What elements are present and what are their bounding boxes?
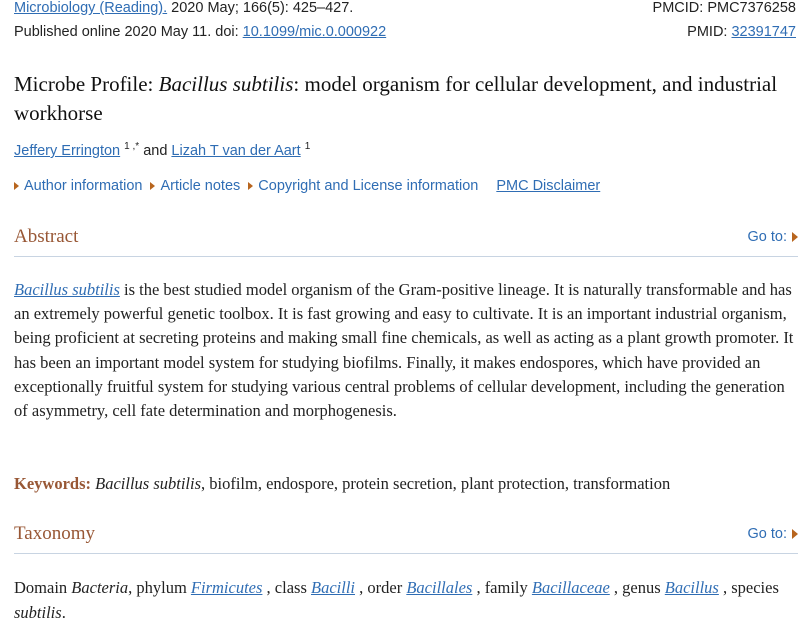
publication-row [14,24,796,40]
author-link[interactable]: Lizah T van der Aart [171,142,301,159]
taxonomy-label: Domain [14,578,72,597]
taxonomy-label: , species [718,578,779,597]
phylum-link[interactable]: Firmicutes [190,578,263,597]
taxonomy-label: , family [472,578,532,597]
pmid-label: PMID: [687,24,732,40]
abstract-header [14,226,798,257]
keywords-label: Keywords: [14,474,91,493]
triangle-right-icon [248,182,253,190]
title-suffix: : model organism for cellular development, and industrial workhorse [14,72,778,125]
pmid-link[interactable]: 32391747 [731,24,796,40]
author-affiliation: 1 ,* [124,141,140,152]
taxonomy-heading: Taxonomy [14,523,95,544]
author-list [14,141,310,159]
citation [14,0,353,16]
class-link[interactable]: Bacilli [311,578,355,597]
pmc-disclaimer-link[interactable]: PMC Disclaimer [496,178,601,194]
copyright-label: Copyright and License information [258,178,479,194]
order-link[interactable]: Bacillales [406,578,473,597]
abstract-heading: Abstract [14,226,79,247]
abstract-text [14,278,799,423]
author-separator: and [139,142,172,159]
taxonomy-header [14,523,798,554]
taxonomy-label: , class [262,578,311,597]
citation-details: 2020 May; 166(5): 425–427. [167,0,354,16]
triangle-right-icon [792,529,798,539]
taxonomy-label: , genus [609,578,665,597]
journal-link[interactable]: Microbiology (Reading). [14,0,168,16]
taxonomy-label: , phylum [128,578,191,597]
abstract-body: is the best studied model organism of the Gram-positive lineage. It is naturally transformable and has an extremely powerful genetic toolbox. It is fast growing and easy to cultivate. It is an important industrial organism, being proficient at secreting proteins and making small fine chemicals, as well as acting as a plant growth promoter. It has been an important model system for studying biofilms. Finally, it makes endospores, which have provided an exceptionally fruitful system for studying various central problems of cellular development, including the generation of asymmetry, cell fate determination and morphogenesis. [14,280,794,421]
taxonomy-text [14,576,799,625]
copyright-toggle[interactable] [248,178,478,194]
article-notes-label: Article notes [160,178,241,194]
organism-link[interactable]: Bacillus subtilis [14,280,120,299]
keyword-organism: Bacillus subtilis [95,474,202,493]
info-links-row [14,178,600,194]
genus-link[interactable]: Bacillus [664,578,719,597]
goto-label: Go to: [747,229,787,245]
title-prefix: Microbe Profile: [14,72,159,96]
taxonomy-end: . [61,602,66,622]
keywords-list: , biofilm, endospore, protein secretion, plant protection, transformation [201,474,671,493]
taxonomy-goto-button[interactable] [748,526,799,542]
author-link[interactable]: Jeffery Errington [14,142,121,159]
abstract-goto-button[interactable] [748,229,799,245]
publication-info [14,24,386,40]
pmid [687,24,796,40]
keywords [14,472,799,496]
title-organism: Bacillus subtilis [158,72,294,96]
author-information-toggle[interactable] [14,178,142,194]
family-link[interactable]: Bacillaceae [531,578,610,597]
goto-label: Go to: [747,526,787,542]
triangle-right-icon [150,182,155,190]
triangle-right-icon [14,182,19,190]
taxonomy-label: , order [355,578,407,597]
author-affiliation: 1 [304,141,311,152]
pmcid: PMCID: PMC7376258 [652,0,796,16]
triangle-right-icon [792,232,798,242]
species-value: subtilis [14,602,62,622]
article-title [14,70,799,128]
published-date: Published online 2020 May 11. doi: [14,24,243,40]
article-notes-toggle[interactable] [150,178,240,194]
domain-value: Bacteria [71,578,129,597]
author-information-label: Author information [24,178,143,194]
doi-link[interactable]: 10.1099/mic.0.000922 [242,24,387,40]
citation-row [14,0,796,16]
